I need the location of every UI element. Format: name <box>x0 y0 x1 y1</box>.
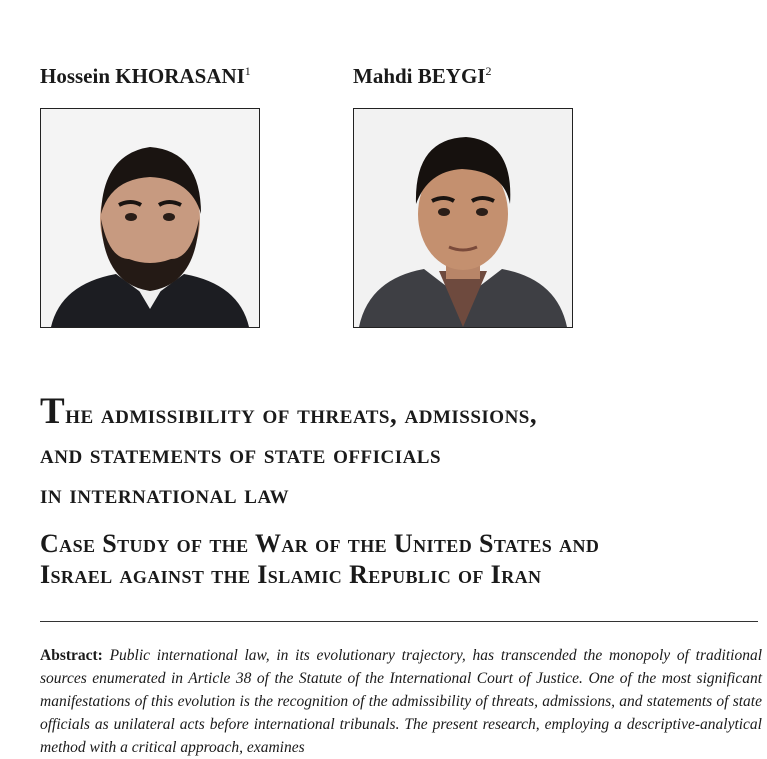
author-1-footnote: 1 <box>244 64 251 78</box>
portrait-image <box>354 109 572 327</box>
paper-title <box>40 392 740 514</box>
author-2-footnote: 2 <box>485 64 492 78</box>
author-1 <box>40 64 251 89</box>
title-line-1 <box>40 392 740 434</box>
title-initial: T <box>40 391 66 432</box>
author-1-name: Hossein KHORASANI <box>40 64 245 88</box>
author-2-photo <box>353 108 573 328</box>
author-2-name: Mahdi BEYGI <box>353 64 486 88</box>
abstract-text: Public international law, in its evolutionary trajectory, has transcended the monopoly of traditional sources enumerated in Article 38 of the Statute of the International Court of Justice. One of the most significant manifestations of this evolution is the recognition of the admissibility of threats, admissions, and statements of state officials as unilateral acts before international tribunals. The present research, employing a descriptive-analytical method with a critical approach, examines <box>40 647 762 756</box>
title-line-2: and statements of state officials <box>40 439 442 469</box>
subtitle-line-1: Case Study of the War of the United States and <box>40 529 600 558</box>
author-1-photo <box>40 108 260 328</box>
abstract-label: Abstract: <box>40 647 103 664</box>
title-line-3: in international law <box>40 479 290 509</box>
divider <box>40 621 758 622</box>
paper-subtitle <box>40 528 760 590</box>
title-line-1-rest: he admissibility of threats, admissions, <box>65 399 538 429</box>
subtitle-line-2: Israel against the Islamic Republic of Iran <box>40 560 542 589</box>
abstract <box>40 644 762 759</box>
portrait-image <box>41 109 259 327</box>
author-2 <box>353 64 491 89</box>
